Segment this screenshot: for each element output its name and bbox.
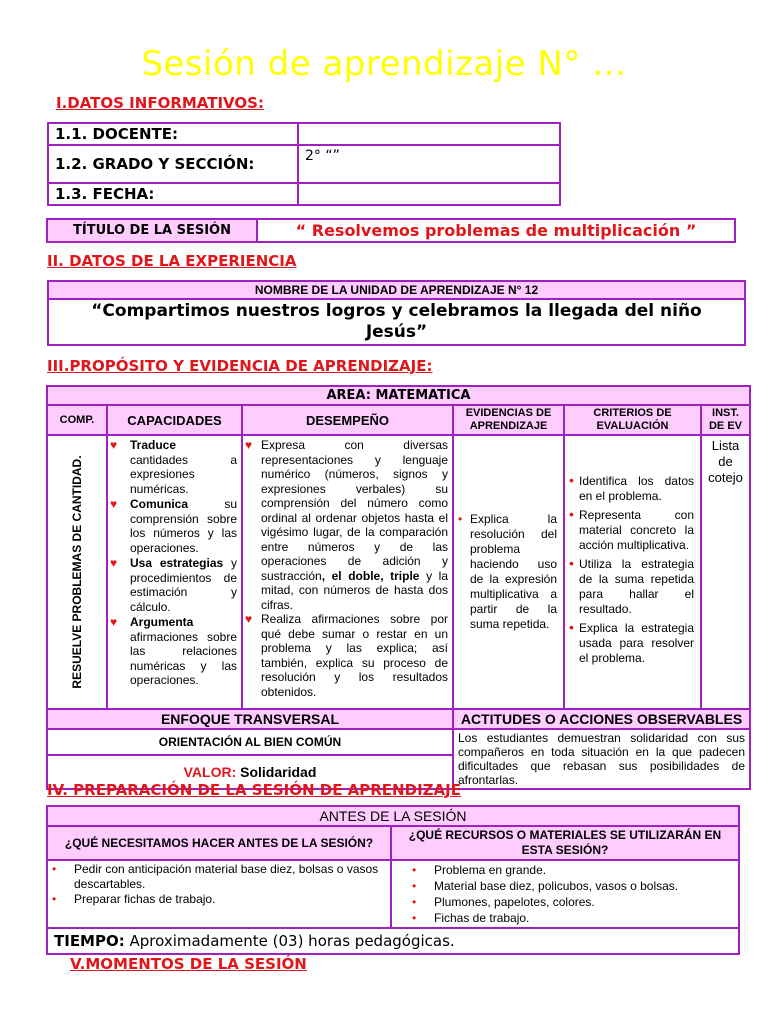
capacidad-item: ♥ Traduce cantidades a expresiones numéricas. [110, 438, 237, 496]
header-capacidades: CAPACIDADES [107, 405, 242, 435]
docente-label: 1.1. DOCENTE: [48, 123, 298, 145]
unit-label: NOMBRE DE LA UNIDAD DE APRENDIZAJE N° 12 [48, 281, 745, 299]
actitud: Los estudiantes demuestran solidaridad con sus compañeros en toda situación en la que padecen dificultades que rebasan sus posibilidades de afrontarlas. [453, 729, 750, 789]
instrumento: Lista de cotejo [701, 435, 750, 709]
grado-label: 1.2. GRADO Y SECCIÓN: [48, 145, 298, 183]
header-evidencias: EVIDENCIAS DE APRENDIZAJE [453, 405, 564, 435]
evidencia: Explica la resolución del problema haciendo uso de la expresión multiplicativa a partir de la suma repetida. [470, 512, 557, 631]
tiempo-cell [47, 928, 739, 954]
hacer-item: • Preparar fichas de trabajo. [52, 892, 216, 906]
competencia-cell [47, 435, 107, 709]
valor: Solidaridad [240, 763, 317, 780]
bullet-icon: • [52, 892, 57, 906]
heart-icon: ♥ [110, 438, 118, 452]
page-title: Sesión de aprendizaje N° … [141, 44, 627, 84]
grado-value: 2° “” [298, 145, 560, 183]
actitudes-label: ACTITUDES O ACCIONES OBSERVABLES [453, 709, 750, 729]
competencia: RESUELVE PROBLEMAS DE CANTIDAD. [70, 455, 84, 689]
q-hacer: ¿QUÉ NECESITAMOS HACER ANTES DE LA SESIÓN? [47, 826, 391, 860]
enfoque-label: ENFOQUE TRANSVERSAL [47, 709, 453, 729]
recursos-cell [391, 860, 739, 928]
desempeno-cell [242, 435, 453, 709]
capacidad-item: ♥ Argumenta afirmaciones sobre las relaciones numéricas y las operaciones. [110, 615, 237, 687]
bullet-icon: • [412, 911, 417, 925]
header-inst: INST. DE EV [701, 405, 750, 435]
heart-icon: ♥ [245, 438, 253, 452]
area-label: AREA: MATEMATICA [47, 386, 750, 405]
unit-table [47, 280, 746, 346]
heart-icon: ♥ [110, 556, 118, 570]
bullet-icon: • [412, 863, 417, 877]
session-title-label: TÍTULO DE LA SESIÓN [47, 219, 257, 242]
recurso-item: • Plumones, papelotes, colores. [412, 895, 595, 909]
desempeno-item: ♥ Expresa con diversas representaciones y lenguaje numérico (números, signos y expresiones verbales) su comprensión del número como ordinal al ordenar objetos hasta el vigésimo lugar, de la comparación entre números y de las operaciones de adición y sustracción, el doble, triple y la mitad, con números de hasta dos cifras. [245, 438, 448, 612]
criterio-item: • Utiliza la estrategia de la suma repetida para hallar el resultado. [569, 557, 694, 617]
criterio-item: • Identifica los datos en el problema. [569, 474, 694, 504]
recurso-item: • Material base diez, policubos, vasos o bolsas. [412, 879, 679, 893]
session-title-table [46, 218, 736, 243]
capacidad-item: ♥ Comunica su comprensión sobre los números y las operaciones. [110, 497, 237, 555]
fecha-value [298, 183, 560, 205]
heart-icon: ♥ [110, 615, 118, 629]
tiempo-label: TIEMPO: [54, 932, 125, 950]
docente-value [298, 123, 560, 145]
hacer-item: • Pedir con anticipación material base diez, bolsas o vasos descartables. [52, 862, 379, 891]
info-table [47, 122, 561, 206]
hacer-cell [47, 860, 391, 928]
fecha-label: 1.3. FECHA: [48, 183, 298, 205]
tiempo: Aproximadamente (03) horas pedagógicas. [124, 932, 455, 950]
criterios-list [569, 474, 694, 666]
proposito-table [46, 385, 751, 790]
enfoque: ORIENTACIÓN AL BIEN COMÚN [47, 729, 453, 755]
criterios-cell [564, 435, 701, 709]
bullet-icon: • [52, 862, 57, 876]
section-datos-informativos: I.DATOS INFORMATIVOS: [56, 94, 264, 112]
criterio-item: • Representa con material concreto la acción multiplicativa. [569, 508, 694, 553]
capacidad-item: ♥ Usa estrategias y procedimientos de estimación y cálculo. [110, 556, 237, 614]
section-datos-experiencia: II. DATOS DE LA EXPERIENCIA [47, 252, 297, 270]
capacidades-cell [107, 435, 242, 709]
valor-label: VALOR: [183, 763, 237, 780]
unit-name: “Compartimos nuestros logros y celebramos la llegada del niño Jesús” [48, 299, 745, 345]
preparacion-table [46, 805, 740, 955]
evidencia-cell [453, 435, 564, 709]
recurso-item: • Problema en grande. [412, 863, 547, 877]
section-preparacion: IV. PREPARACIÓN DE LA SESIÓN DE APRENDIZAJE [47, 781, 461, 799]
header-comp: COMP. [47, 405, 107, 435]
recurso-item: • Fichas de trabajo. [412, 911, 530, 925]
bullet-icon: • [458, 512, 463, 526]
heart-icon: ♥ [110, 497, 118, 511]
bullet-icon: • [412, 879, 417, 893]
session-title: “ Resolvemos problemas de multiplicación ” [257, 219, 735, 242]
criterio-item: • Explica la estrategia usada para resolver el problema. [569, 621, 694, 666]
section-momentos: V.MOMENTOS DE LA SESIÓN [70, 955, 307, 973]
antes-label: ANTES DE LA SESIÓN [47, 806, 739, 826]
q-recursos: ¿QUÉ RECURSOS O MATERIALES SE UTILIZARÁN EN ESTA SESIÓN? [391, 826, 739, 860]
heart-icon: ♥ [245, 612, 253, 626]
desempeno-item: ♥ Realiza afirmaciones sobre por qué debe sumar o restar en un problema y las explica; así también, explica su proceso de resolución y los resultados obtenidos. [245, 612, 448, 699]
bullet-icon: • [412, 895, 417, 909]
header-desempeno: DESEMPEÑO [242, 405, 453, 435]
header-criterios: CRITERIOS DE EVALUACIÓN [564, 405, 701, 435]
section-proposito: III.PROPÓSITO Y EVIDENCIA DE APRENDIZAJE: [47, 357, 433, 375]
